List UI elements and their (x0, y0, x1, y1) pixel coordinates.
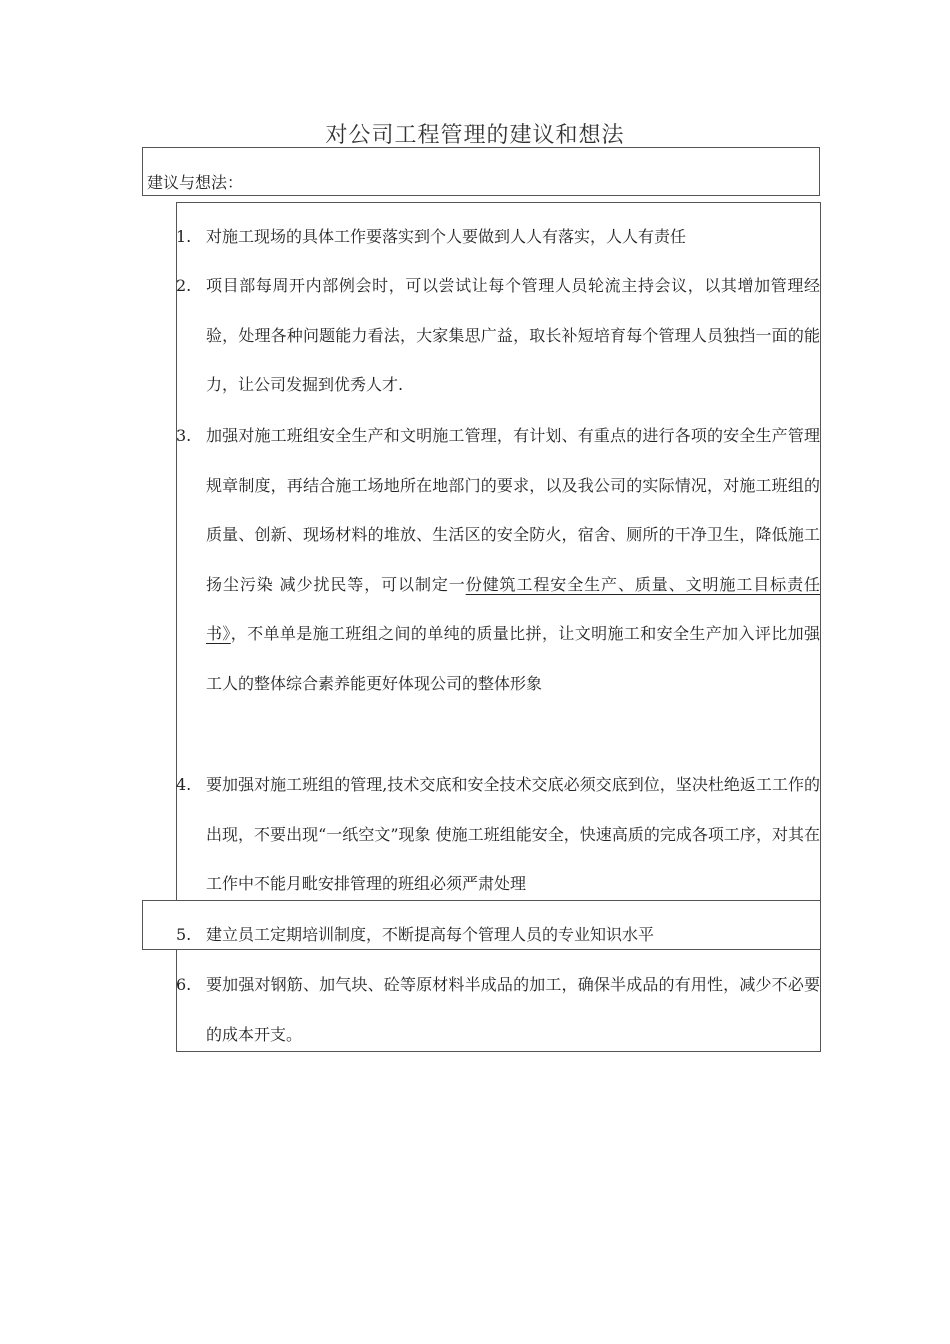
list-item-6 (176, 960, 821, 1059)
header-label: 建议与想法： (147, 173, 244, 192)
item-text: 建立员工定期培训制度，不断提高每个管理人员的专业知识水平 (206, 925, 655, 944)
item-number: 2. (176, 276, 192, 295)
list-item-4 (176, 760, 821, 909)
list-item-2 (176, 261, 821, 410)
header-box (142, 147, 820, 196)
item-text-part: 加强对施工班组安全生产和文明施工管理，有计划、有重点的进行各项的安全生产管理规章制度，再结合施工场地所在地部门的要求，以及我公司的实际情况，对施工班组的质量、创新、现场材料的堆放、生活区的安全防火，宿舍、厕所的干净卫生，降低施工扬尘污染 减少扰民等，可以制定一 (206, 426, 820, 594)
item-text: 要加强对施工班组的管理,技术交底和安全技术交底必须交底到位，坚决杜绝返工工作的出现，不要出现“一纸空文”现象 使施工班组能安全，快速高质的完成各项工序，对其在工作中不能月毗安排管理的班组必须严肃处理 (206, 775, 820, 893)
item-number: 6. (176, 975, 192, 994)
item-number: 3. (176, 426, 192, 445)
list-item-5 (176, 910, 821, 960)
item-text: 要加强对钢筋、加气块、砼等原材料半成品的加工，确保半成品的有用性，减少不必要的成本开支。 (206, 975, 820, 1044)
list-item-3 (176, 411, 821, 708)
list-item-1 (176, 212, 821, 262)
document-title: 对公司工程管理的建议和想法 (325, 123, 625, 148)
item-text-part: ，不单单是施工班组之间的单纯的质量比拼，让文明施工和安全生产加入评比加强工人的整体综合素养能更好体现公司的整体形象 (206, 624, 820, 693)
item-number: 4. (176, 775, 192, 794)
item-number: 1. (176, 227, 192, 246)
underlined-document-name: 份健筑工程安全生产、质量、文明施工目标责任书》 (206, 574, 820, 643)
item-number: 5. (176, 925, 192, 944)
item-text: 项目部每周开内部例会时，可以尝试让每个管理人员轮流主持会议，以其增加管理经验，处理各种问题能力看法，大家集思广益，取长补短培育每个管理人员独挡一面的能力，让公司发掘到优秀人才. (206, 276, 820, 394)
item-text: 对施工现场的具体工作要落实到个人要做到人人有落实，人人有责任 (206, 227, 687, 246)
item-text (206, 411, 820, 708)
